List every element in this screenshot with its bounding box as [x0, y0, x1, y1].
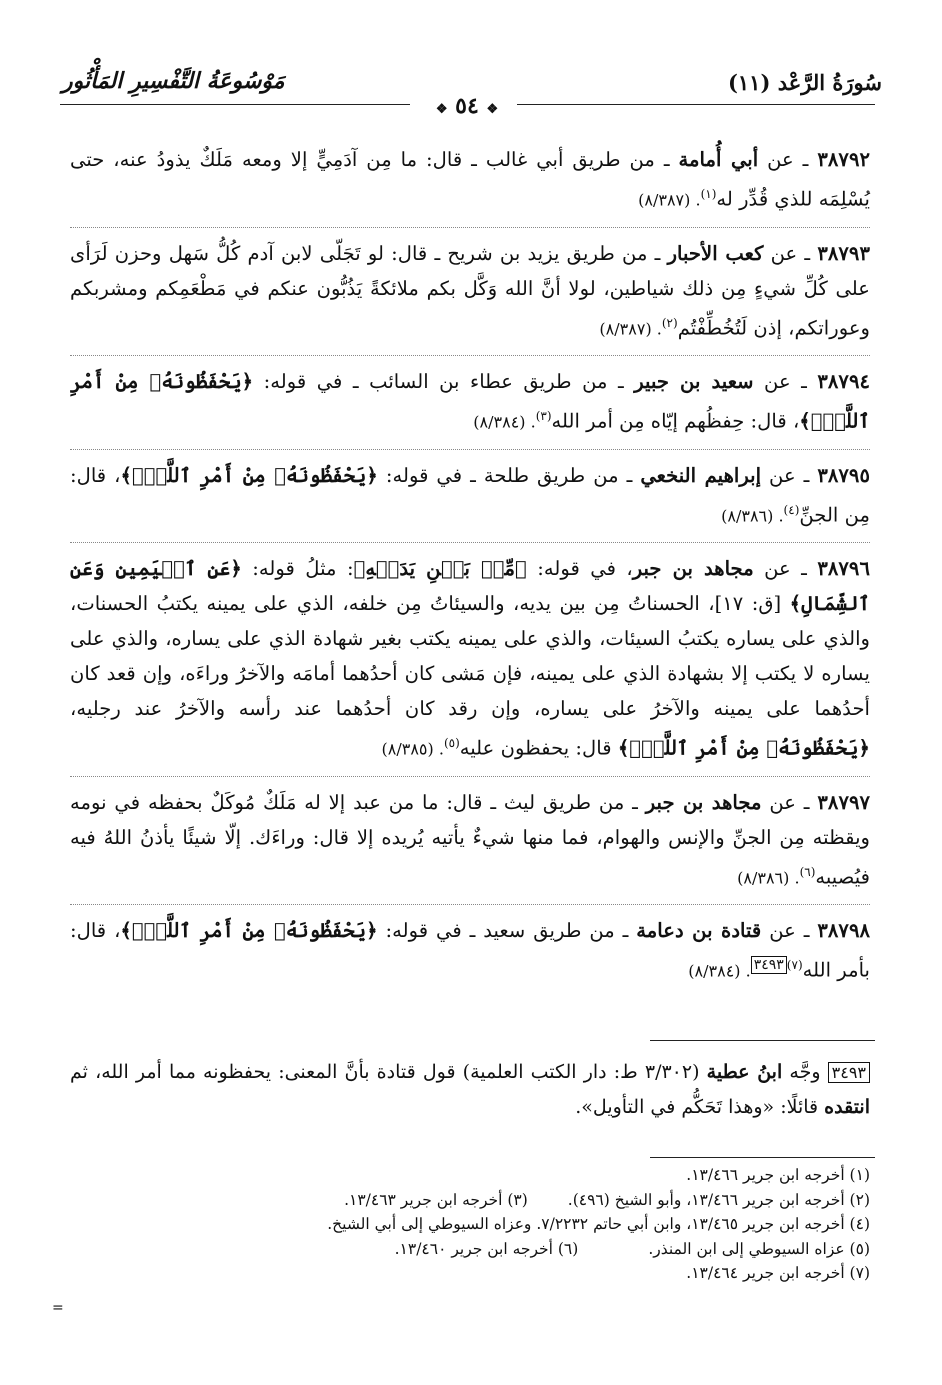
page-number: ❖ ٥٤ ❖ [435, 93, 499, 119]
ornament-icon: ❖ [486, 102, 499, 117]
footnote-marker: (٥) [443, 736, 460, 751]
main-text [70, 142, 870, 1006]
quran-quote: ﴿مِّنۢ بَيۡنِ يَدَيۡهِ﴾ [353, 557, 527, 581]
quran-quote: ﴿عَنِ ٱلۡيَمِينِ وَعَنِ ٱلشِّمَالِ﴾ [70, 557, 870, 616]
quran-quote: ﴿يَحْفَظُونَهُۥ مِنْ أَمْرِ ٱللَّهِۗ﴾ [70, 370, 870, 433]
narrator-name: كعب الأحبار [667, 241, 764, 265]
comment-separator [650, 1040, 875, 1041]
header-rule-right [517, 104, 875, 105]
footnote-marker: (٦) [799, 864, 816, 879]
volume-ref: . (٨/٣٨٤) [688, 961, 751, 981]
narrator-name: إبراهيم النخعي [640, 463, 762, 487]
quran-quote: ﴿يَحْفَظُونَهُۥ مِنْ أَمْرِ ٱللَّهِۗ﴾ [120, 919, 378, 943]
narration-entry: ٣٨٧٩٢ ـ عن أبي أُمامة ـ من طريق أبي غالب ـ قال: ما مِن آدَمِيٍّ إلا ومعه مَلَكٌ يذودُ عنه، حتى يُسْلِمَه للذي قُدِّر له$^{(١)}$. (٨/٣٨٧) [70, 142, 870, 228]
volume-ref: . (٨/٣٨٧) [599, 319, 662, 339]
narrator-name: مجاهد بن جبر [645, 790, 762, 814]
footnote-marker: (٢) [661, 315, 678, 330]
footnote-line: (١) أخرجه ابن جرير ١٣/٤٦٦. [686, 1166, 870, 1184]
margin-mark: = [52, 1300, 64, 1316]
footnote-line: (٥) عزاه السيوطي إلى ابن المنذر.(٦) أخرجه ابن جرير ١٣/٤٦٠. [394, 1239, 870, 1258]
book-title: مَوْسُوعَةُ التَّفْسِيرِ المَأْثُور [62, 68, 285, 94]
critique-word: انتقده [824, 1096, 870, 1118]
narration-entry: ٣٨٧٩٨ ـ عن قتادة بن دعامة ـ من طريق سعيد ـ في قوله: ﴿يَحْفَظُونَهُۥ مِنْ أَمْرِ ٱللَّهِۗ﴾، قال: بأمر الله$^{(٧)٣٤٩٣}$. (٨/٣٨٤) [70, 919, 870, 982]
volume-ref: . (٨/٣٨٧) [638, 190, 701, 210]
volume-ref: . (٨/٣٨٥) [381, 739, 444, 759]
footnote-marker: (٣) [535, 409, 552, 424]
narrator-name: قتادة بن دعامة [636, 919, 762, 943]
comment-box-ref: ٣٤٩٣ [751, 956, 787, 974]
quran-quote: ﴿يَحْفَظُونَهُۥ مِنْ أَمْرِ ٱللَّهِۗ﴾ [120, 463, 378, 487]
narrator-name: سعيد بن جبير [634, 370, 754, 394]
footnote-marker: (٤) [783, 502, 800, 517]
header-rule-left [60, 104, 410, 105]
volume-ref: . (٨/٣٨٦) [737, 868, 800, 888]
footnote-marker: (٧) [786, 958, 803, 973]
narration-entry: ٣٨٧٩٦ ـ عن مجاهد بن جبر، في قوله: ﴿مِّنۢ بَيۡنِ يَدَيۡهِ﴾: مثلُ قوله: ﴿عَنِ ٱلۡيَمِينِ وَعَنِ ٱلشِّمَالِ﴾ [ق: ١٧]، الحسناتُ مِن بين يديه، والسيئاتُ مِن خلفه، الذي على يمينه يكتبُ الحسنات، والذي على يساره يكتبُ السيئات، والذي على يمينه يكتب بغير شهادة الذي على يساره، والذي على يساره لا يكتب إلا بشهادة الذي على يمينه، فإن مَشى كان أحدُهما أمامَه والآخرُ وراءَه، وإن قعد كان أحدُهما على يمينه والآخرُ على يساره، وإن رقد كان أحدُهما عند رأسه والآخرُ عند رجليه، ﴿يَحْفَظُونَهُۥ مِنْ أَمْرِ ٱللَّهِۗ﴾ قال: يحفظون عليه$^{(٥)}$. (٨/٣٨٥) [70, 551, 870, 777]
footnote-line: (٤) أخرجه ابن جرير ١٣/٤٦٥، وابن أبي حاتم ٧/٢٢٣٢. وعزاه السيوطي إلى أبي الشيخ. [327, 1215, 870, 1234]
quran-quote: ﴿يَحْفَظُونَهُۥ مِنْ أَمْرِ ٱللَّهِۗ﴾ [617, 736, 870, 760]
narrator-name: أبي أُمامة [678, 148, 759, 171]
footnote-separator [650, 1157, 875, 1158]
editor-comment: ٣٤٩٣ وجَّه ابنُ عطية (٣/٣٠٢ ط: دار الكتب العلمية) قول قتادة بأنَّ المعنى: يحفظونه مما أمر الله، ثم انتقده قائلًا: «وهذا تَحَكُّم في التأويل». [70, 1061, 870, 1118]
scholar-name: ابنُ عطية [706, 1061, 783, 1083]
narration-entry: ٣٨٧٩٧ ـ عن مجاهد بن جبر ـ من طريق ليث ـ قال: ما من عبد إلا له مَلَكٌ مُوكَلٌ بحفظه في نومه ويقظته مِن الجنِّ والإنس والهوام، فما منها شيءٌ يأتيه يُريده إلا قال: وراءَك. إلّا شيئًا يأذنُ اللهُ فيه فيُصيبه$^{(٦)}$. (٨/٣٨٦) [70, 785, 870, 906]
footnote-line: (٢) أخرجه ابن جرير ١٣/٤٦٦، وأبو الشيخ (٤٩٦).(٣) أخرجه ابن جرير ١٣/٤٦٣. [344, 1190, 870, 1209]
narrator-name: مجاهد بن جبر [632, 557, 754, 581]
narration-entry: ٣٨٧٩٥ ـ عن إبراهيم النخعي ـ من طريق طلحة ـ في قوله: ﴿يَحْفَظُونَهُۥ مِنْ أَمْرِ ٱللَّهِۗ﴾، قال: مِن الجنِّ$^{(٤)}$. (٨/٣٨٦) [70, 458, 870, 544]
footnote-line: (٧) أخرجه ابن جرير ١٣/٤٦٤. [686, 1264, 870, 1283]
comment-number: ٣٤٩٣ [828, 1062, 870, 1083]
ornament-icon: ❖ [435, 102, 448, 117]
footnotes [70, 1163, 870, 1286]
volume-ref: . (٨/٣٨٦) [721, 506, 784, 526]
footnote-marker: (١) [700, 187, 717, 201]
volume-ref: . (٨/٣٨٤) [473, 412, 536, 432]
narration-entry: ٣٨٧٩٣ ـ عن كعب الأحبار ـ من طريق يزيد بن شريح ـ قال: لو تَجَلّى لابن آدم كُلُّ سَهل وحزن لَرَأى على كُلِّ شيءٍ مِن ذلك شياطين، لولا أنَّ الله وَكَّل بكم ملائكةً يَذُبُّون عنكم في مَطْعَمِكم ومشربكم وعوراتكم، إذن لَتُخُطِّفْتُم$^{(٢)}$. (٨/٣٨٧) [70, 236, 870, 357]
sura-title: سُورَةُ الرَّعْد (١١) [727, 70, 882, 95]
narration-entry: ٣٨٧٩٤ ـ عن سعيد بن جبير ـ من طريق عطاء بن السائب ـ في قوله: ﴿يَحْفَظُونَهُۥ مِنْ أَمْرِ ٱللَّهِۗ﴾، قال: حِفظُهم إيّاه مِن أمر الله$^{(٣)}$. (٨/٣٨٤) [70, 364, 870, 450]
